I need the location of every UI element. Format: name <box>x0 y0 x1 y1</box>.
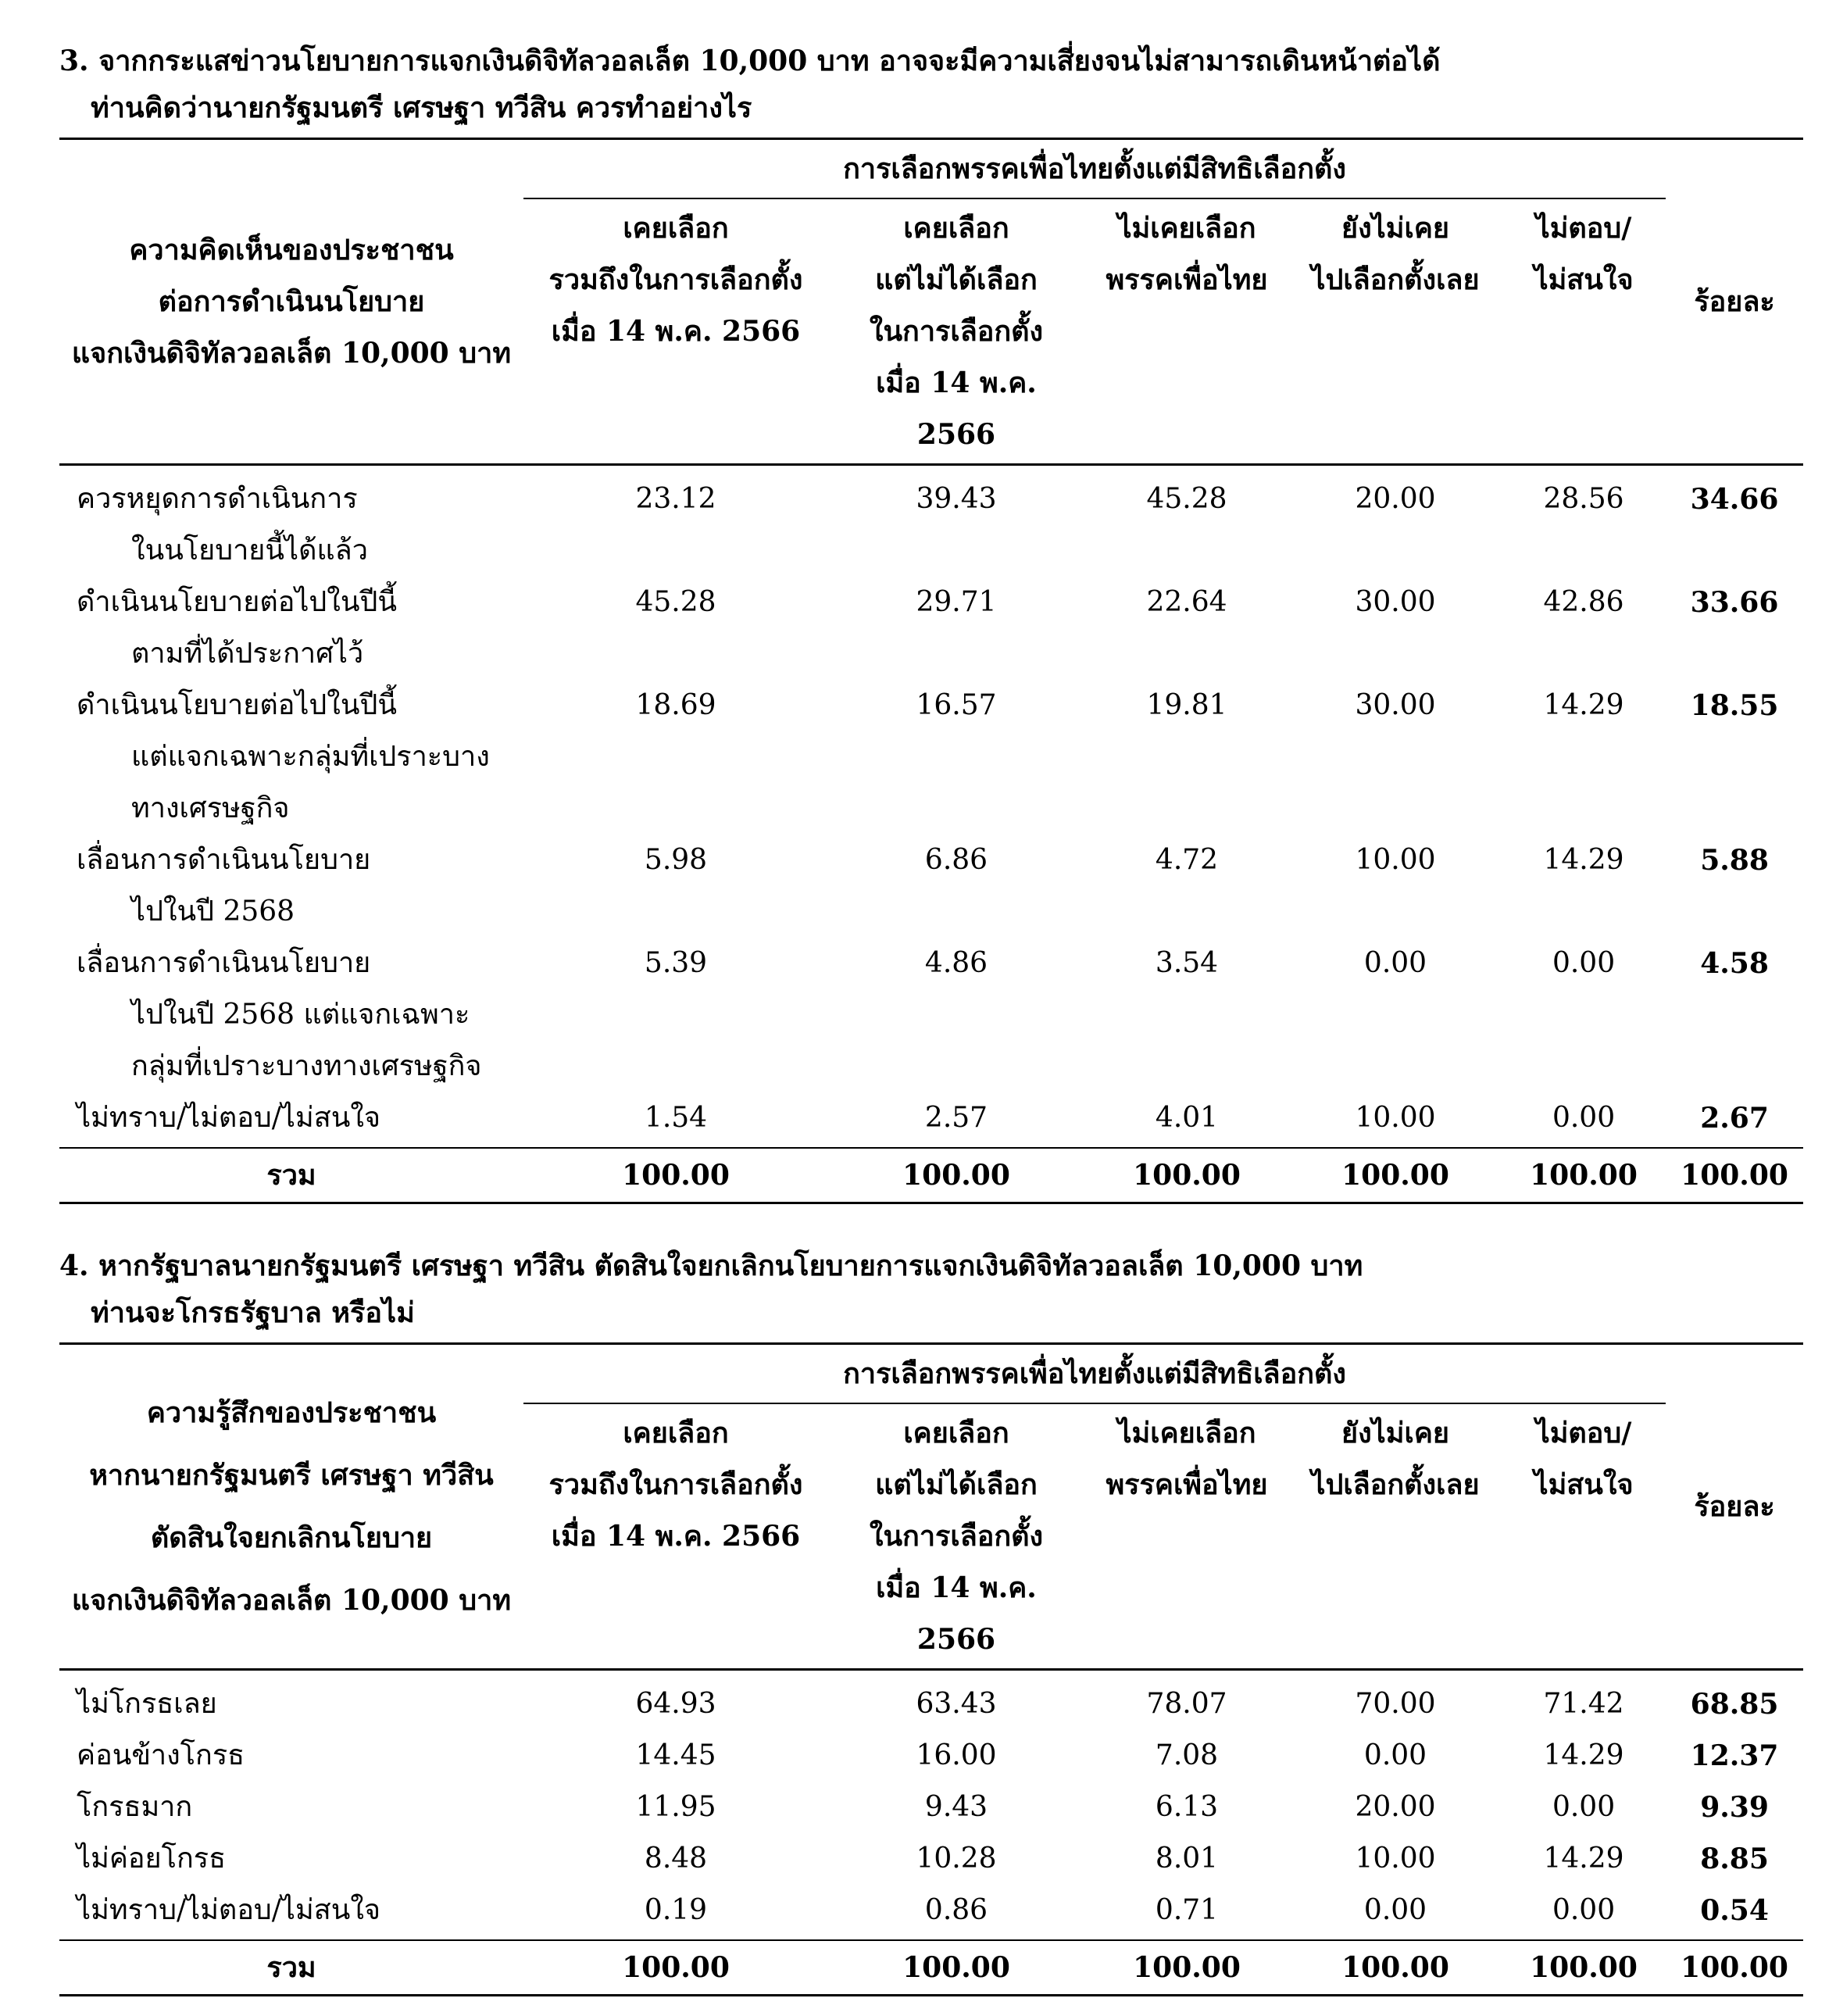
cell-pct: 9.39 <box>1700 1791 1769 1824</box>
cell-value: 9.43 <box>924 1791 988 1823</box>
total-value: 100.00 <box>1502 1148 1666 1203</box>
total-value: 100.00 <box>828 1940 1084 1996</box>
cell-value: 70.00 <box>1355 1688 1436 1720</box>
pct-header: ร้อยละ <box>1666 139 1803 465</box>
row-label: เลื่อนการดำเนินนโยบาย ไปในปี 2568 แต่แจกเฉพาะ กลุ่มที่เปราะบางทางเศรษฐกิจ <box>77 947 482 1082</box>
group-header: การเลือกพรรคเพื่อไทยตั้งแต่มีสิทธิเลือกตั้ง <box>523 139 1666 199</box>
table-q3 <box>59 138 1803 1204</box>
column-header-4: ยังไม่เคย ไปเลือกตั้งเลย <box>1311 212 1480 296</box>
total-value: 100.00 <box>1289 1940 1502 1996</box>
column-header-4: ยังไม่เคย ไปเลือกตั้งเลย <box>1311 1417 1480 1501</box>
cell-value: 3.54 <box>1155 947 1219 979</box>
cell-value: 14.45 <box>635 1739 716 1771</box>
cell-value: 0.86 <box>924 1894 988 1926</box>
cell-value: 4.72 <box>1155 844 1219 876</box>
cell-value: 78.07 <box>1146 1688 1227 1720</box>
total-value: 100.00 <box>828 1148 1084 1203</box>
column-header-2: เคยเลือก แต่ไม่ได้เลือก ในการเลือกตั้ง เมื่อ 14 พ.ค. 2566 <box>869 212 1044 451</box>
cell-pct: 33.66 <box>1690 586 1779 619</box>
cell-value: 0.00 <box>1363 947 1427 979</box>
cell-pct: 0.54 <box>1700 1894 1769 1927</box>
column-header-3: ไม่เคยเลือก พรรคเพื่อไทย <box>1106 1417 1268 1501</box>
cell-value: 18.69 <box>635 689 716 721</box>
cell-value: 10.28 <box>916 1843 997 1875</box>
question-4-title-line2: ท่านจะโกรธรัฐบาล หรือไม่ <box>91 1296 415 1329</box>
total-value: 100.00 <box>523 1940 828 1996</box>
cell-pct: 68.85 <box>1690 1688 1779 1721</box>
cell-value: 19.81 <box>1146 689 1227 721</box>
cell-value: 10.00 <box>1355 844 1436 876</box>
cell-value: 7.08 <box>1155 1739 1219 1771</box>
cell-value: 4.86 <box>924 947 988 979</box>
cell-value: 16.00 <box>916 1739 997 1771</box>
cell-value: 0.00 <box>1552 1791 1616 1823</box>
cell-value: 0.19 <box>644 1894 708 1926</box>
header-row-group <box>59 1344 1803 1404</box>
total-value: 100.00 <box>1084 1940 1289 1996</box>
cell-value: 14.29 <box>1543 844 1624 876</box>
cell-value: 29.71 <box>916 586 997 618</box>
cell-value: 16.57 <box>916 689 997 721</box>
row-label: ค่อนข้างโกรธ <box>77 1739 245 1771</box>
cell-value: 42.86 <box>1543 586 1624 618</box>
table-row <box>59 1782 1803 1833</box>
cell-value: 5.39 <box>644 947 708 979</box>
total-value: 100.00 <box>1084 1148 1289 1203</box>
cell-value: 45.28 <box>1146 483 1227 515</box>
cell-pct: 12.37 <box>1690 1739 1779 1772</box>
cell-value: 8.01 <box>1155 1843 1219 1875</box>
cell-value: 30.00 <box>1355 689 1436 721</box>
cell-value: 0.00 <box>1363 1894 1427 1926</box>
table-row <box>59 938 1803 1092</box>
table-q4 <box>59 1342 1803 1996</box>
column-header-1: เคยเลือก รวมถึงในการเลือกตั้ง เมื่อ 14 พ.ค. 2566 <box>548 212 803 348</box>
total-row <box>59 1940 1803 1996</box>
cell-value: 14.29 <box>1543 1843 1624 1875</box>
cell-value: 20.00 <box>1355 483 1436 515</box>
total-label: รวม <box>59 1148 523 1203</box>
row-header: ความรู้สึกของประชาชน หากนายกรัฐมนตรี เศรษฐา ทวีสิน ตัดสินใจยกเลิกนโยบาย แจกเงินดิจิทัลวอลเล็ต 10,000 บาท <box>59 1344 523 1670</box>
cell-value: 10.00 <box>1355 1843 1436 1875</box>
cell-pct: 34.66 <box>1690 483 1779 516</box>
table-row <box>59 1730 1803 1782</box>
total-pct: 100.00 <box>1666 1940 1803 1996</box>
question-3-title <box>59 38 1803 131</box>
section-q3 <box>59 38 1803 1204</box>
table-row <box>59 577 1803 680</box>
cell-value: 20.00 <box>1355 1791 1436 1823</box>
table-row <box>59 1885 1803 1940</box>
total-row <box>59 1148 1803 1203</box>
table-row <box>59 680 1803 835</box>
table-row <box>59 835 1803 938</box>
header-row-group <box>59 139 1803 199</box>
cell-value: 64.93 <box>635 1688 716 1720</box>
cell-value: 0.71 <box>1155 1894 1219 1926</box>
cell-value: 71.42 <box>1543 1688 1624 1720</box>
row-label: ดำเนินนโยบายต่อไปในปีนี้ แต่แจกเฉพาะกลุ่มที่เปราะบาง ทางเศรษฐกิจ <box>77 689 490 824</box>
cell-value: 0.00 <box>1363 1739 1427 1771</box>
question-4-title <box>59 1242 1803 1336</box>
cell-value: 28.56 <box>1543 483 1624 515</box>
total-value: 100.00 <box>1502 1940 1666 1996</box>
question-4-title-line1: 4. หากรัฐบาลนายกรัฐมนตรี เศรษฐา ทวีสิน ตัดสินใจยกเลิกนโยบายการแจกเงินดิจิทัลวอลเล็ต 10,000 บาท <box>59 1249 1363 1282</box>
cell-pct: 4.58 <box>1700 947 1769 980</box>
table-row <box>59 1092 1803 1148</box>
row-label: ไม่ค่อยโกรธ <box>77 1843 227 1875</box>
cell-value: 8.48 <box>644 1843 708 1875</box>
cell-pct: 18.55 <box>1690 689 1779 722</box>
column-header-5: ไม่ตอบ/ ไม่สนใจ <box>1534 212 1634 296</box>
cell-value: 2.57 <box>924 1102 988 1134</box>
row-label: ไม่โกรธเลย <box>77 1688 217 1720</box>
row-label: ควรหยุดการดำเนินการ ในนโยบายนี้ได้แล้ว <box>77 483 368 567</box>
cell-value: 5.98 <box>644 844 708 876</box>
cell-value: 23.12 <box>635 483 716 515</box>
cell-value: 45.28 <box>635 586 716 618</box>
total-value: 100.00 <box>1289 1148 1502 1203</box>
total-pct: 100.00 <box>1666 1148 1803 1203</box>
question-3-title-line2: ท่านคิดว่านายกรัฐมนตรี เศรษฐา ทวีสิน ควรทำอย่างไร <box>91 91 752 124</box>
column-header-2: เคยเลือก แต่ไม่ได้เลือก ในการเลือกตั้ง เมื่อ 14 พ.ค. 2566 <box>869 1417 1044 1656</box>
row-label: โกรธมาก <box>77 1791 193 1823</box>
cell-value: 11.95 <box>635 1791 716 1823</box>
column-header-3: ไม่เคยเลือก พรรคเพื่อไทย <box>1106 212 1268 296</box>
pct-header: ร้อยละ <box>1666 1344 1803 1670</box>
cell-value: 0.00 <box>1552 1102 1616 1134</box>
group-header: การเลือกพรรคเพื่อไทยตั้งแต่มีสิทธิเลือกตั้ง <box>523 1344 1666 1404</box>
cell-value: 6.13 <box>1155 1791 1219 1823</box>
row-label: ไม่ทราบ/ไม่ตอบ/ไม่สนใจ <box>77 1894 381 1926</box>
total-value: 100.00 <box>523 1148 828 1203</box>
cell-value: 0.00 <box>1552 947 1616 979</box>
row-label: ไม่ทราบ/ไม่ตอบ/ไม่สนใจ <box>77 1102 381 1134</box>
cell-value: 63.43 <box>916 1688 997 1720</box>
table-row <box>59 1670 1803 1731</box>
column-header-5: ไม่ตอบ/ ไม่สนใจ <box>1534 1417 1634 1501</box>
question-3-title-line1: 3. จากกระแสข่าวนโยบายการแจกเงินดิจิทัลวอลเล็ต 10,000 บาท อาจจะมีความเสี่ยงจนไม่สามารถเดินหน้าต่อได้ <box>59 45 1441 77</box>
cell-value: 22.64 <box>1146 586 1227 618</box>
cell-value: 14.29 <box>1543 689 1624 721</box>
cell-value: 0.00 <box>1552 1894 1616 1926</box>
cell-value: 39.43 <box>916 483 997 515</box>
cell-value: 30.00 <box>1355 586 1436 618</box>
cell-value: 1.54 <box>644 1102 708 1134</box>
table-row <box>59 465 1803 577</box>
table-row <box>59 1833 1803 1885</box>
row-label: เลื่อนการดำเนินนโยบาย ไปในปี 2568 <box>77 844 371 928</box>
cell-pct: 8.85 <box>1700 1843 1769 1875</box>
cell-value: 10.00 <box>1355 1102 1436 1134</box>
cell-pct: 2.67 <box>1700 1102 1769 1135</box>
section-q4 <box>59 1242 1803 1996</box>
row-header: ความคิดเห็นของประชาชน ต่อการดำเนินนโยบาย แจกเงินดิจิทัลวอลเล็ต 10,000 บาท <box>59 139 523 465</box>
column-header-1: เคยเลือก รวมถึงในการเลือกตั้ง เมื่อ 14 พ.ค. 2566 <box>548 1417 803 1553</box>
total-label: รวม <box>59 1940 523 1996</box>
row-label: ดำเนินนโยบายต่อไปในปีนี้ ตามที่ได้ประกาศไว้ <box>77 586 397 670</box>
cell-value: 6.86 <box>924 844 988 876</box>
cell-value: 4.01 <box>1155 1102 1219 1134</box>
cell-pct: 5.88 <box>1700 844 1769 877</box>
cell-value: 14.29 <box>1543 1739 1624 1771</box>
